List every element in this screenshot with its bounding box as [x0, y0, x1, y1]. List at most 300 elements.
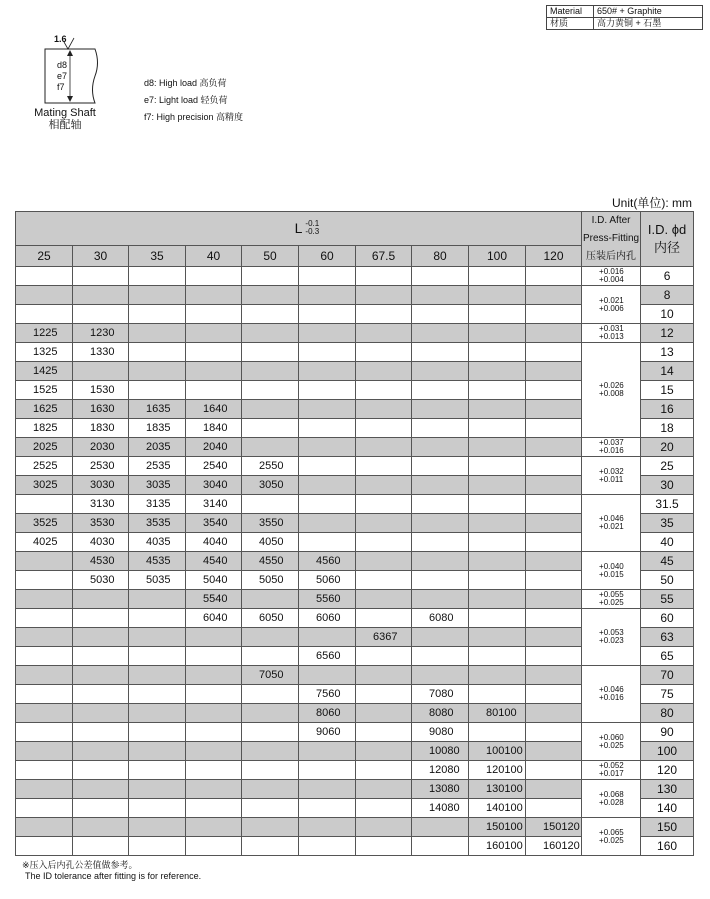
- legend-item: d8: High load 高负荷: [144, 78, 227, 88]
- part-number-cell: [356, 438, 412, 457]
- part-number-cell: [412, 495, 469, 514]
- fit-label: d8: [57, 60, 68, 70]
- part-number-cell: 4030: [73, 533, 129, 552]
- part-number-cell: 6040: [186, 609, 242, 628]
- part-number-cell: 4560: [299, 552, 356, 571]
- part-number-cell: [186, 666, 242, 685]
- part-number-cell: [73, 723, 129, 742]
- part-number-cell: [16, 761, 73, 780]
- part-number-cell: [356, 590, 412, 609]
- part-number-cell: [242, 647, 299, 666]
- table-row: [16, 286, 694, 305]
- part-number-cell: [356, 533, 412, 552]
- part-number-cell: 4025: [16, 533, 73, 552]
- part-number-cell: 8080: [412, 704, 469, 723]
- id-tolerance-cell: [582, 438, 641, 457]
- table-row: [16, 343, 694, 362]
- part-number-cell: [412, 628, 469, 647]
- inner-diameter-cell: 80: [641, 704, 694, 723]
- inner-diameter-cell: 20: [641, 438, 694, 457]
- part-number-cell: 1835: [129, 419, 186, 438]
- part-number-cell: [356, 723, 412, 742]
- id-tolerance-cell: [582, 780, 641, 818]
- part-number-cell: [186, 761, 242, 780]
- part-number-cell: 7080: [412, 685, 469, 704]
- inner-diameter-cell: 15: [641, 381, 694, 400]
- part-number-cell: [242, 400, 299, 419]
- part-number-cell: 1630: [73, 400, 129, 419]
- tolerance-lower: +0.015: [599, 569, 624, 579]
- part-number-cell: 10080: [412, 742, 469, 761]
- tolerance-lower: +0.025: [599, 835, 624, 845]
- part-number-cell: 2535: [129, 457, 186, 476]
- part-number-cell: [16, 305, 73, 324]
- part-number-cell: 3525: [16, 514, 73, 533]
- tolerance-upper: +0.055: [599, 590, 624, 599]
- part-number-cell: [186, 628, 242, 647]
- part-number-cell: [242, 324, 299, 343]
- fit-label: e7: [57, 71, 68, 81]
- part-number-cell: 3040: [186, 476, 242, 495]
- part-number-cell: [526, 362, 582, 381]
- part-number-cell: 3135: [129, 495, 186, 514]
- part-number-cell: [242, 761, 299, 780]
- part-number-cell: [412, 267, 469, 286]
- part-number-cell: [356, 419, 412, 438]
- inner-diameter-cell: 8: [641, 286, 694, 305]
- material-key: 材质: [547, 18, 594, 30]
- part-number-cell: [242, 704, 299, 723]
- inner-diameter-cell: 75: [641, 685, 694, 704]
- id-tolerance-cell: [582, 343, 641, 438]
- part-number-cell: [299, 761, 356, 780]
- part-number-cell: 6560: [299, 647, 356, 666]
- part-number-cell: 9080: [412, 723, 469, 742]
- part-number-cell: [356, 400, 412, 419]
- inner-diameter-cell: 30: [641, 476, 694, 495]
- part-number-cell: 4040: [186, 533, 242, 552]
- part-number-cell: [129, 799, 186, 818]
- part-number-cell: [526, 628, 582, 647]
- part-number-cell: [242, 723, 299, 742]
- part-number-cell: [526, 571, 582, 590]
- tolerance-lower: +0.025: [599, 598, 624, 607]
- part-number-cell: 120100: [469, 761, 526, 780]
- part-number-cell: [526, 533, 582, 552]
- part-number-cell: [412, 837, 469, 856]
- part-number-cell: 2040: [186, 438, 242, 457]
- part-number-cell: [186, 837, 242, 856]
- part-number-cell: [299, 837, 356, 856]
- part-number-cell: [526, 495, 582, 514]
- part-number-cell: [526, 799, 582, 818]
- part-number-cell: 5540: [186, 590, 242, 609]
- part-number-cell: 8060: [299, 704, 356, 723]
- part-number-cell: [186, 267, 242, 286]
- part-number-cell: 5040: [186, 571, 242, 590]
- part-number-cell: [356, 324, 412, 343]
- part-number-cell: 1840: [186, 419, 242, 438]
- part-number-cell: [526, 400, 582, 419]
- id-tolerance-cell: [582, 590, 641, 609]
- part-number-cell: [526, 343, 582, 362]
- table-row: [16, 761, 694, 780]
- part-number-cell: [412, 476, 469, 495]
- part-number-cell: [526, 685, 582, 704]
- part-number-cell: [299, 533, 356, 552]
- part-number-cell: [356, 343, 412, 362]
- part-number-cell: [469, 324, 526, 343]
- part-number-cell: [299, 514, 356, 533]
- part-number-cell: [469, 457, 526, 476]
- part-number-cell: [526, 324, 582, 343]
- part-number-cell: 1625: [16, 400, 73, 419]
- part-number-cell: [73, 609, 129, 628]
- tolerance-upper: +0.068: [599, 789, 624, 799]
- shaft-caption-en: Mating Shaft: [34, 107, 96, 119]
- part-number-cell: [16, 267, 73, 286]
- part-number-cell: [356, 476, 412, 495]
- part-number-cell: [242, 305, 299, 324]
- part-number-cell: 14080: [412, 799, 469, 818]
- part-number-cell: [356, 609, 412, 628]
- length-tol-lower: -0.3: [305, 227, 320, 237]
- table-row: [16, 495, 694, 514]
- part-number-cell: [469, 438, 526, 457]
- part-number-cell: [129, 381, 186, 400]
- part-number-cell: [469, 590, 526, 609]
- part-number-cell: [526, 780, 582, 799]
- part-number-cell: [16, 647, 73, 666]
- part-number-cell: 3535: [129, 514, 186, 533]
- part-number-cell: [356, 704, 412, 723]
- part-number-cell: [16, 818, 73, 837]
- id-tolerance-cell: [582, 457, 641, 495]
- table-row: [16, 666, 694, 685]
- inner-diameter-cell: 90: [641, 723, 694, 742]
- part-number-cell: [73, 799, 129, 818]
- part-number-cell: [469, 286, 526, 305]
- part-number-cell: [412, 438, 469, 457]
- inner-diameter-cell: 31.5: [641, 495, 694, 514]
- part-number-cell: [242, 628, 299, 647]
- part-number-cell: [412, 400, 469, 419]
- part-number-cell: [129, 666, 186, 685]
- part-number-cell: [356, 362, 412, 381]
- part-number-cell: 150120: [526, 818, 582, 837]
- inner-diameter-cell: 70: [641, 666, 694, 685]
- part-number-cell: [299, 457, 356, 476]
- part-number-cell: [356, 571, 412, 590]
- material-key: Material: [547, 6, 594, 18]
- part-number-cell: [299, 666, 356, 685]
- part-number-cell: [299, 267, 356, 286]
- part-number-cell: 4550: [242, 552, 299, 571]
- part-number-cell: [412, 514, 469, 533]
- part-number-cell: [412, 381, 469, 400]
- length-column-header: 60: [299, 246, 356, 267]
- part-number-cell: [412, 362, 469, 381]
- part-number-cell: 140100: [469, 799, 526, 818]
- part-number-cell: 2030: [73, 438, 129, 457]
- table-row: [16, 590, 694, 609]
- table-row: [16, 609, 694, 628]
- part-number-cell: 1525: [16, 381, 73, 400]
- part-number-cell: 6050: [242, 609, 299, 628]
- part-number-cell: 1530: [73, 381, 129, 400]
- length-column-header: 50: [242, 246, 299, 267]
- tolerance-lower: +0.016: [599, 446, 624, 455]
- part-number-cell: [526, 609, 582, 628]
- part-number-cell: 3140: [186, 495, 242, 514]
- part-number-cell: [469, 609, 526, 628]
- part-number-cell: [356, 742, 412, 761]
- part-number-cell: [186, 742, 242, 761]
- part-number-cell: [73, 780, 129, 799]
- part-number-cell: 4540: [186, 552, 242, 571]
- tolerance-lower: +0.017: [599, 769, 624, 778]
- length-column-header: 40: [186, 246, 242, 267]
- part-number-cell: [299, 343, 356, 362]
- part-number-cell: [73, 628, 129, 647]
- table-row: [16, 438, 694, 457]
- part-number-cell: [242, 419, 299, 438]
- part-number-cell: 2550: [242, 457, 299, 476]
- part-number-cell: 3035: [129, 476, 186, 495]
- material-row: [547, 6, 703, 18]
- part-number-cell: 4530: [73, 552, 129, 571]
- part-number-cell: [469, 533, 526, 552]
- part-number-cell: [186, 723, 242, 742]
- part-number-cell: [73, 761, 129, 780]
- part-number-cell: [356, 837, 412, 856]
- inner-diameter-cell: 45: [641, 552, 694, 571]
- part-number-cell: [412, 324, 469, 343]
- part-number-cell: [16, 609, 73, 628]
- part-number-cell: 3025: [16, 476, 73, 495]
- part-number-cell: 1425: [16, 362, 73, 381]
- part-number-cell: [356, 799, 412, 818]
- tolerance-lower: +0.011: [599, 474, 624, 484]
- part-number-cell: [186, 704, 242, 723]
- part-number-cell: [129, 742, 186, 761]
- part-number-cell: [73, 818, 129, 837]
- inner-diameter-header: I.D. ϕd 内径: [641, 212, 694, 267]
- footnote-en: The ID tolerance after fitting is for reference.: [25, 871, 202, 881]
- tolerance-upper: +0.060: [599, 732, 624, 742]
- inner-diameter-cell: 130: [641, 780, 694, 799]
- part-number-cell: [73, 666, 129, 685]
- part-number-cell: [412, 666, 469, 685]
- part-number-cell: [73, 362, 129, 381]
- part-number-cell: [16, 628, 73, 647]
- part-number-cell: [299, 628, 356, 647]
- part-number-cell: [73, 590, 129, 609]
- part-number-cell: 2025: [16, 438, 73, 457]
- footnote-cn: ※压入后内孔公差值做参考。: [22, 860, 138, 870]
- tolerance-lower: +0.023: [599, 636, 624, 645]
- part-number-cell: [129, 267, 186, 286]
- id-after-fitting-header: I.D. After Press-Fitting 压装后内孔: [582, 212, 641, 267]
- part-number-cell: 1330: [73, 343, 129, 362]
- fit-legend: [144, 75, 243, 126]
- inner-diameter-cell: 35: [641, 514, 694, 533]
- part-number-cell: [299, 799, 356, 818]
- part-number-cell: [16, 685, 73, 704]
- part-number-cell: [299, 324, 356, 343]
- length-column-header: 100: [469, 246, 526, 267]
- material-row: [547, 18, 703, 30]
- part-number-cell: [412, 590, 469, 609]
- id-tolerance-cell: [582, 286, 641, 324]
- part-number-cell: [186, 324, 242, 343]
- part-number-cell: [242, 362, 299, 381]
- length-column-header: 25: [16, 246, 73, 267]
- part-number-cell: 5050: [242, 571, 299, 590]
- part-number-cell: [129, 286, 186, 305]
- part-number-cell: [299, 419, 356, 438]
- part-number-cell: 80100: [469, 704, 526, 723]
- part-number-cell: [299, 818, 356, 837]
- part-number-cell: 13080: [412, 780, 469, 799]
- part-number-cell: [16, 780, 73, 799]
- part-number-cell: [186, 685, 242, 704]
- part-number-cell: [526, 457, 582, 476]
- part-number-cell: [299, 780, 356, 799]
- tolerance-upper: +0.031: [599, 324, 624, 333]
- part-number-cell: [242, 837, 299, 856]
- inner-diameter-cell: 150: [641, 818, 694, 837]
- part-number-cell: [469, 666, 526, 685]
- part-number-cell: [412, 305, 469, 324]
- part-number-cell: [526, 666, 582, 685]
- part-number-cell: [16, 286, 73, 305]
- id-tolerance-cell: [582, 324, 641, 343]
- part-number-cell: [73, 837, 129, 856]
- part-number-cell: [412, 457, 469, 476]
- id-tolerance-cell: [582, 723, 641, 761]
- part-number-cell: [469, 400, 526, 419]
- part-number-cell: [356, 381, 412, 400]
- part-number-cell: [16, 590, 73, 609]
- part-number-cell: [356, 780, 412, 799]
- part-number-cell: [242, 742, 299, 761]
- id-tolerance-cell: [582, 761, 641, 780]
- part-number-cell: [412, 533, 469, 552]
- part-number-cell: [299, 438, 356, 457]
- part-number-cell: [356, 818, 412, 837]
- part-number-cell: [356, 685, 412, 704]
- part-number-cell: 2530: [73, 457, 129, 476]
- part-number-cell: 1640: [186, 400, 242, 419]
- part-number-cell: [16, 704, 73, 723]
- inner-diameter-cell: 63: [641, 628, 694, 647]
- mating-shaft-diagram: [20, 30, 110, 140]
- part-number-cell: 2035: [129, 438, 186, 457]
- part-number-cell: [73, 685, 129, 704]
- part-number-cell: [129, 343, 186, 362]
- id-tolerance-cell: [582, 818, 641, 856]
- part-number-cell: [242, 267, 299, 286]
- part-number-cell: [242, 438, 299, 457]
- inner-diameter-cell: 120: [641, 761, 694, 780]
- part-number-cell: [129, 685, 186, 704]
- part-number-cell: [242, 286, 299, 305]
- inner-diameter-cell: 60: [641, 609, 694, 628]
- fit-label: f7: [57, 82, 65, 92]
- part-number-cell: [299, 495, 356, 514]
- part-number-cell: [129, 324, 186, 343]
- part-number-cell: [242, 818, 299, 837]
- length-header: [16, 212, 582, 246]
- inner-diameter-cell: 6: [641, 267, 694, 286]
- part-number-cell: 7050: [242, 666, 299, 685]
- part-number-cell: [469, 685, 526, 704]
- part-number-cell: [469, 267, 526, 286]
- part-number-cell: [469, 628, 526, 647]
- unit-label: Unit(单位): mm: [612, 196, 692, 210]
- table-row: [16, 723, 694, 742]
- part-number-cell: 3550: [242, 514, 299, 533]
- material-value: 650# + Graphite: [594, 6, 703, 18]
- part-number-cell: [469, 381, 526, 400]
- part-number-cell: [129, 837, 186, 856]
- part-number-cell: 12080: [412, 761, 469, 780]
- part-number-cell: 1830: [73, 419, 129, 438]
- part-number-cell: [526, 514, 582, 533]
- part-number-cell: 3050: [242, 476, 299, 495]
- tolerance-upper: +0.053: [599, 628, 624, 637]
- part-number-cell: 4035: [129, 533, 186, 552]
- part-number-cell: [469, 514, 526, 533]
- id-tolerance-cell: [582, 267, 641, 286]
- inner-diameter-cell: 55: [641, 590, 694, 609]
- table-row: [16, 780, 694, 799]
- part-number-cell: [129, 761, 186, 780]
- part-number-cell: [412, 286, 469, 305]
- part-number-cell: [469, 305, 526, 324]
- id-tolerance-cell: [582, 666, 641, 723]
- part-number-cell: [299, 400, 356, 419]
- part-number-cell: [16, 799, 73, 818]
- part-number-cell: [526, 590, 582, 609]
- part-number-cell: [526, 552, 582, 571]
- part-number-cell: [526, 267, 582, 286]
- tolerance-upper: +0.021: [599, 295, 624, 305]
- part-number-cell: [412, 571, 469, 590]
- id-tolerance-cell: [582, 609, 641, 666]
- inner-diameter-cell: 50: [641, 571, 694, 590]
- length-column-header: 30: [73, 246, 129, 267]
- part-number-cell: [73, 704, 129, 723]
- part-number-cell: [242, 685, 299, 704]
- part-number-cell: 3030: [73, 476, 129, 495]
- part-number-cell: [242, 343, 299, 362]
- inner-diameter-cell: 160: [641, 837, 694, 856]
- part-number-cell: [469, 723, 526, 742]
- part-number-cell: [16, 723, 73, 742]
- part-number-cell: [526, 476, 582, 495]
- part-number-cell: [469, 476, 526, 495]
- length-column-header: 120: [526, 246, 582, 267]
- tolerance-lower: +0.013: [599, 332, 624, 341]
- part-number-cell: [16, 495, 73, 514]
- part-number-cell: [526, 305, 582, 324]
- part-number-cell: [469, 495, 526, 514]
- part-number-cell: [356, 495, 412, 514]
- shaft-caption-cn: 相配轴: [48, 119, 82, 131]
- part-number-cell: [129, 647, 186, 666]
